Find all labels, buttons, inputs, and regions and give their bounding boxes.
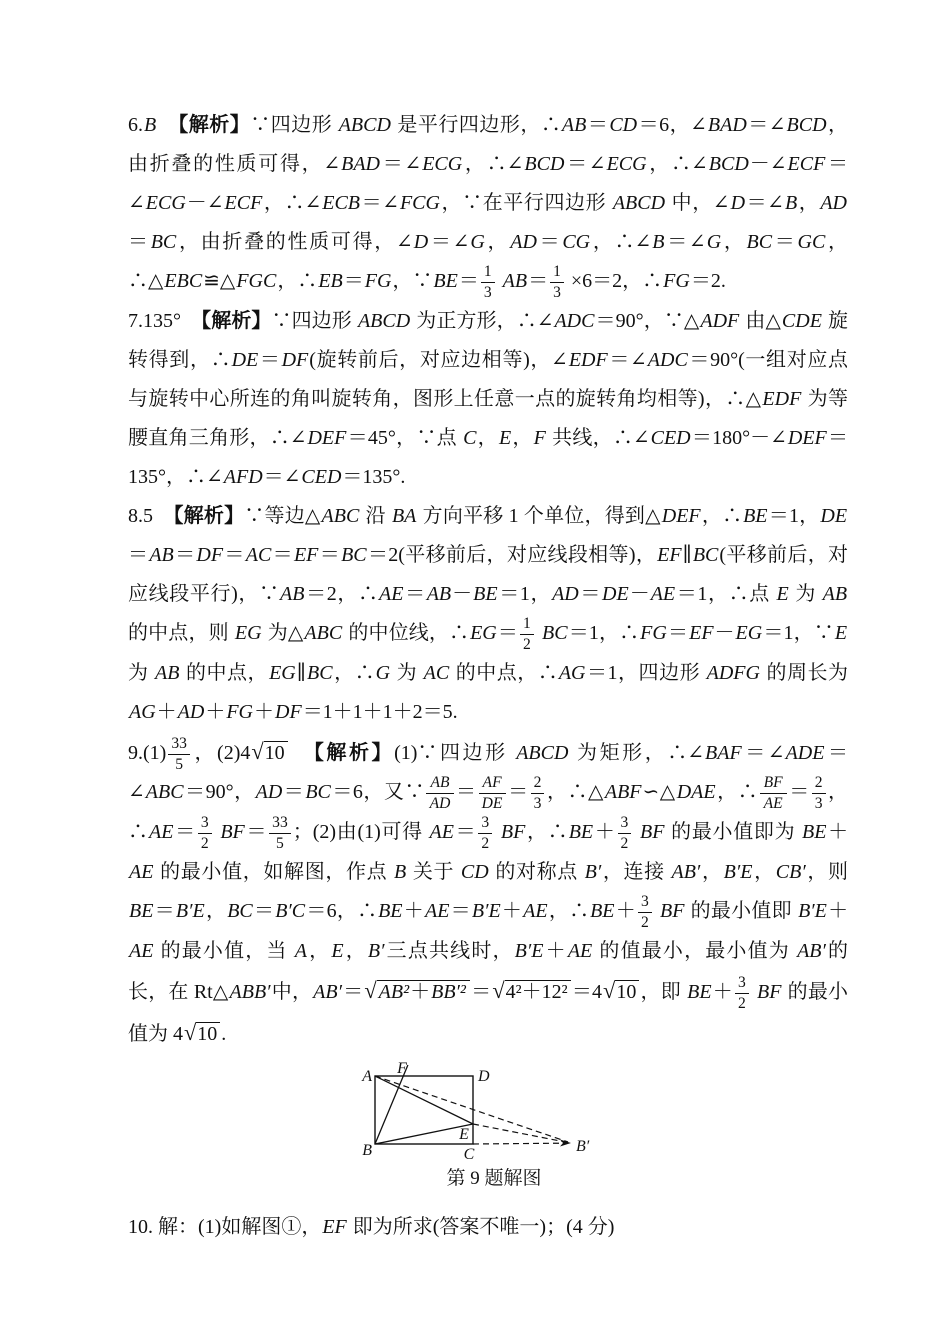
vertex-label-B: B [362, 1141, 372, 1159]
figure-caption: 第 9 题解图 [446, 1167, 542, 1189]
vertex-label-E: E [459, 1125, 469, 1143]
dashed-segment-A-Bprime [375, 1076, 568, 1142]
vertex-label-A: A [362, 1067, 372, 1085]
vertex-label-F: F [397, 1061, 407, 1077]
dashed-segment-C-Bprime [473, 1143, 561, 1144]
vertex-label-B-prime: B′ [576, 1137, 590, 1155]
solution-item-10: 10. 解：(1)如解图①，EF 即为所求(答案不唯一)；(4 分) [128, 1215, 615, 1238]
question-9-figure [355, 1062, 605, 1192]
dashed-segment-E-Bprime [473, 1124, 568, 1143]
segment-A-E [375, 1076, 473, 1124]
solution-item-6: 6.B 【解析】∵四边形 ABCD 是平行四边形，∴AB＝CD＝6，∠BAD＝∠BCD，由折叠的性质可得，∠BAD＝∠ECG，∴∠BCD＝∠ECG，∴∠BCD－∠ECF＝∠ECG－∠ECF，∴∠ECB＝∠FCG，∵在平行四边形 ABCD 中，∠D＝∠B，AD＝BC，由折叠的性质可得，∠D＝∠G，AD＝CG，∴∠B＝∠G，BC＝GC，∴△EBC≌△FGC，∴EB＝FG，∵BE＝ $\frac{1}{3}$ AB＝ $\frac{1}{3}$ ×6＝2，∴FG＝2. [128, 114, 849, 301]
geometry-diagram [355, 1062, 605, 1162]
solution-item-8: 8.5 【解析】∵等边△ABC 沿 BA 方向平移 1 个单位，得到△DEF，∴BE＝1，DE＝AB＝DF＝AC＝EF＝BC＝2(平移前后，对应线段相等)，EF∥BC(平移前后，对应线段平行)，∵AB＝2，∴AE＝AB－BE＝1，AD＝DE－AE＝1，∴点 E 为 AB 的中点，则 EG 为△ABC 的中位线，∴EG＝ $\frac{1}{2}$ BC＝1，∴FG＝EF－EG＝1，∵E 为 AB 的中点，EG∥BC，∴G 为 AC 的中点，∴AG＝1，四边形 ADFG 的周长为 AG＋AD＋FG＋DF＝1＋1＋1＋2＝5. [128, 504, 849, 723]
vertex-label-C: C [463, 1145, 475, 1162]
solution-item-9: 9.(1) $\frac{33}{5}$ ，(2)4√10 【解析】(1)∵四边形 ABCD 为矩形，∴∠BAF＝∠ADE＝∠ABC＝90°，AD＝BC＝6，又∵ $\frac{AB}{AD}$ ＝ $\frac{AF}{DE}$ ＝ $\frac{2}{3}$ ，∴△ABF∽△DAE，∴ $\frac{BF}{AE}$ ＝ $\frac{2}{3}$ ，∴AE＝ $\frac{3}{2}$ BF＝ $\frac{33}{5}$ ；(2)由(1)可得 AE＝ $\frac{3}{2}$ BF，∴BE＋ $\frac{3}{2}$ BF 的最小值即为 BE＋AE 的最小值，如解图，作点 B 关于 CD 的对称点 B′，连接 AB′，B′E，CB′，则 BE＝B′E，BC＝B′C＝6，∴BE＋AE＝B′E＋AE，∴BE＋ $\frac{3}{2}$ BF 的最小值即 B′E＋AE 的最小值，当 A，E，B′三点共线时，B′E＋AE 的值最小，最小值为 AB′的长，在 Rt△ABB′中，AB′＝√ AB²＋BB′² ＝√4²＋12² ＝4√10 ，即 BE＋ $\frac{3}{2}$ BF 的最小值为 4√10 . [128, 734, 849, 1045]
vertex-label-D: D [478, 1067, 490, 1085]
solution-item-7: 7.135° 【解析】∵四边形 ABCD 为正方形，∴∠ADC＝90°，∵△ADF 由△CDE 旋转得到，∴DE＝DF(旋转前后，对应边相等)，∠EDF＝∠ADC＝90°(一组对应点与旋转中心所连的角叫旋转角，图形上任意一点的旋转角均相等)，∴△EDF 为等腰直角三角形，∴∠DEF＝45°，∵点 C，E，F 共线，∴∠CED＝180°－∠DEF＝135°，∴∠AFD＝∠CED＝135°. [128, 309, 849, 488]
